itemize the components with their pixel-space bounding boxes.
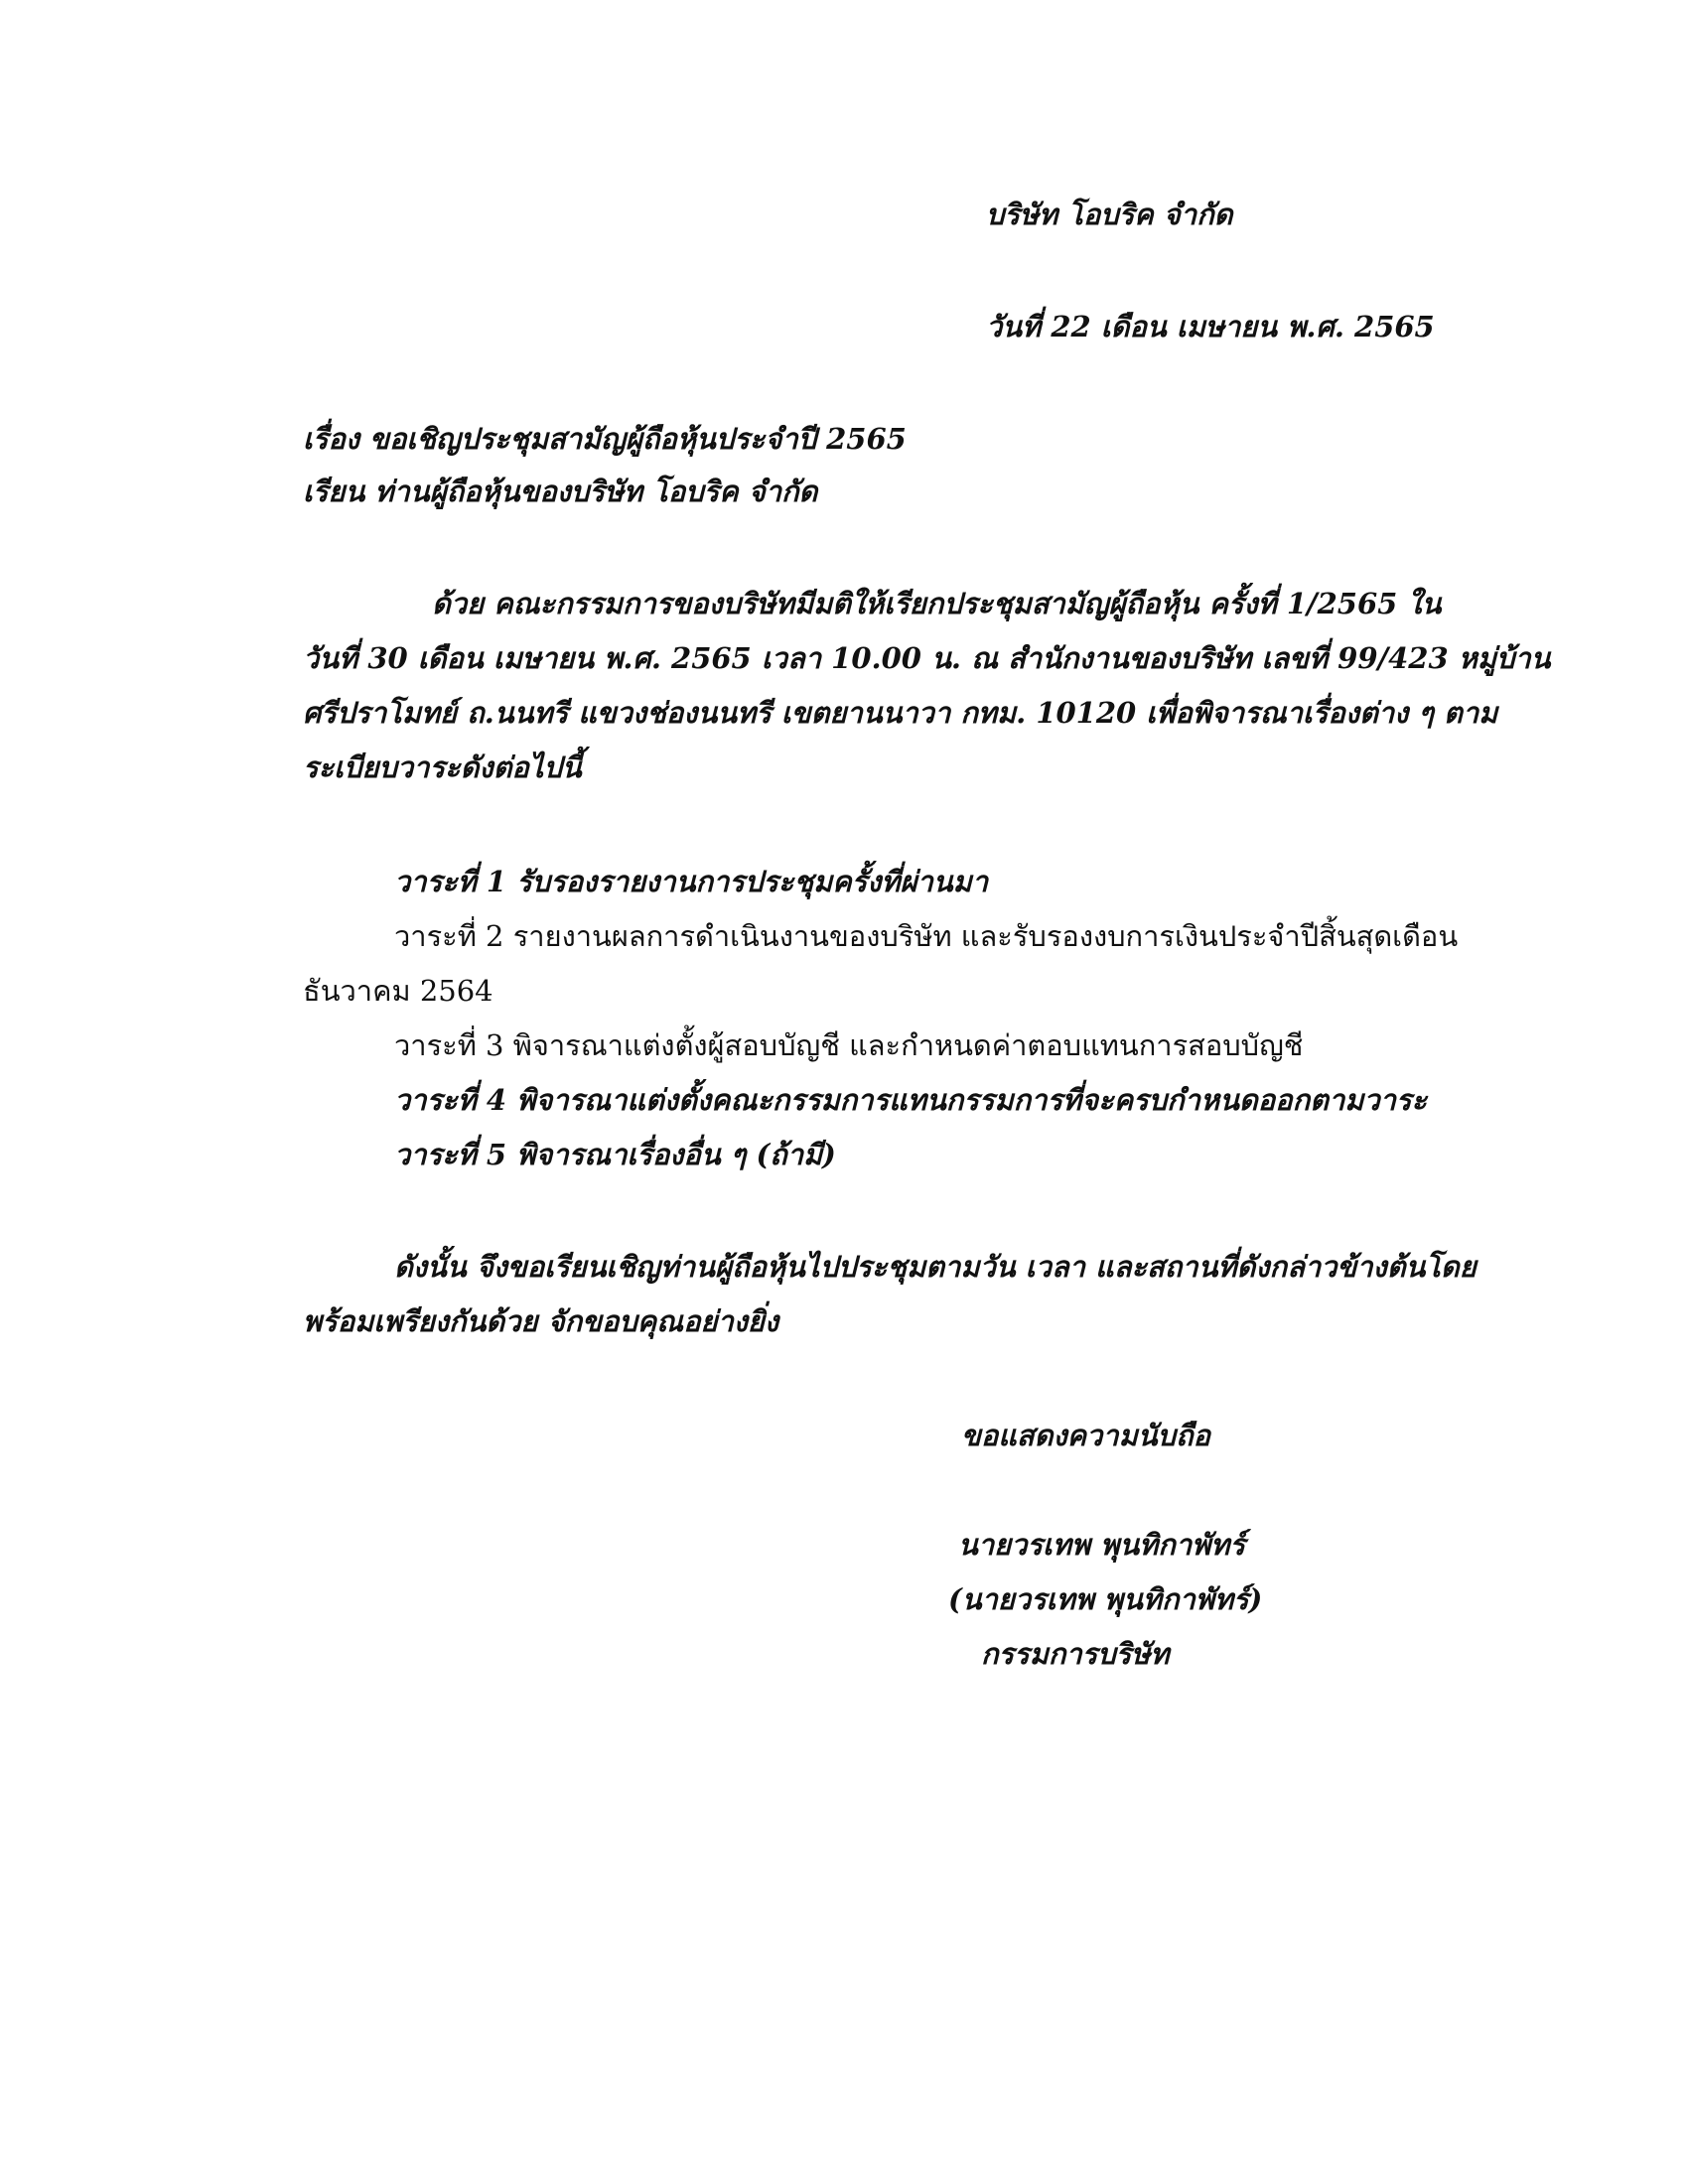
agenda-item-5: วาระที่ 5 พิจารณาเรื่องอื่น ๆ (ถ้ามี) <box>394 1138 836 1171</box>
intro-line-4: ระเบียบวาระดังต่อไปนี้ <box>303 751 582 784</box>
subject-line: เรื่อง ขอเชิญประชุมสามัญผู้ถือหุ้นประจำปี 2565 <box>303 422 907 456</box>
signer-name-parenthetical: (นายวรเทพ พุนทิกาพัทร์) <box>948 1582 1263 1616</box>
agenda-item-2-line-1: วาระที่ 2 รายงานผลการดำเนินงานของบริษัท และรับรองงบการเงินประจำปีสิ้นสุดเดือน <box>394 919 1459 953</box>
letter-date: วันที่ 22 เดือน เมษายน พ.ศ. 2565 <box>986 310 1435 343</box>
recipient-line: เรียน ท่านผู้ถือหุ้นของบริษัท โอบริค จำกัด <box>303 475 818 508</box>
agenda-item-1: วาระที่ 1 รับรองรายงานการประชุมครั้งที่ผ่านมา <box>394 865 988 898</box>
closing-line-1: ดังนั้น จึงขอเรียนเชิญท่านผู้ถือหุ้นไปประชุมตามวัน เวลา และสถานที่ดังกล่าวข้างต้นโดย <box>394 1250 1477 1284</box>
closing-line-2: พร้อมเพรียงกันด้วย จักขอบคุณอย่างยิ่ง <box>303 1304 779 1338</box>
intro-line-2: วันที่ 30 เดือน เมษายน พ.ศ. 2565 เวลา 10.00 น. ณ สำนักงานของบริษัท เลขที่ 99/423 หมู่บ้าน <box>303 641 1551 675</box>
agenda-item-4: วาระที่ 4 พิจารณาแต่งตั้งคณะกรรมการแทนกรรมการที่จะครบกำหนดออกตามวาระ <box>394 1083 1428 1117</box>
signer-name: นายวรเทพ พุนทิกาพัทร์ <box>958 1528 1245 1562</box>
signer-position: กรรมการบริษัท <box>981 1637 1170 1671</box>
intro-line-3: ศรีปราโมทย์ ถ.นนทรี แขวงช่องนนทรี เขตยานนาวา กทม. 10120 เพื่อพิจารณาเรื่องต่าง ๆ ตาม <box>303 696 1498 730</box>
agenda-item-2-line-2: ธันวาคม 2564 <box>303 974 493 1008</box>
intro-line-1: ด้วย คณะกรรมการของบริษัทมีมติให้เรียกประชุมสามัญผู้ถือหุ้น ครั้งที่ 1/2565 ใน <box>432 587 1442 620</box>
company-name: บริษัท โอบริค จำกัด <box>986 198 1233 231</box>
agenda-item-3: วาระที่ 3 พิจารณาแต่งตั้งผู้สอบบัญชี และกำหนดค่าตอบแทนการสอบบัญชี <box>394 1028 1304 1062</box>
regards-line: ขอแสดงความนับถือ <box>961 1419 1210 1452</box>
